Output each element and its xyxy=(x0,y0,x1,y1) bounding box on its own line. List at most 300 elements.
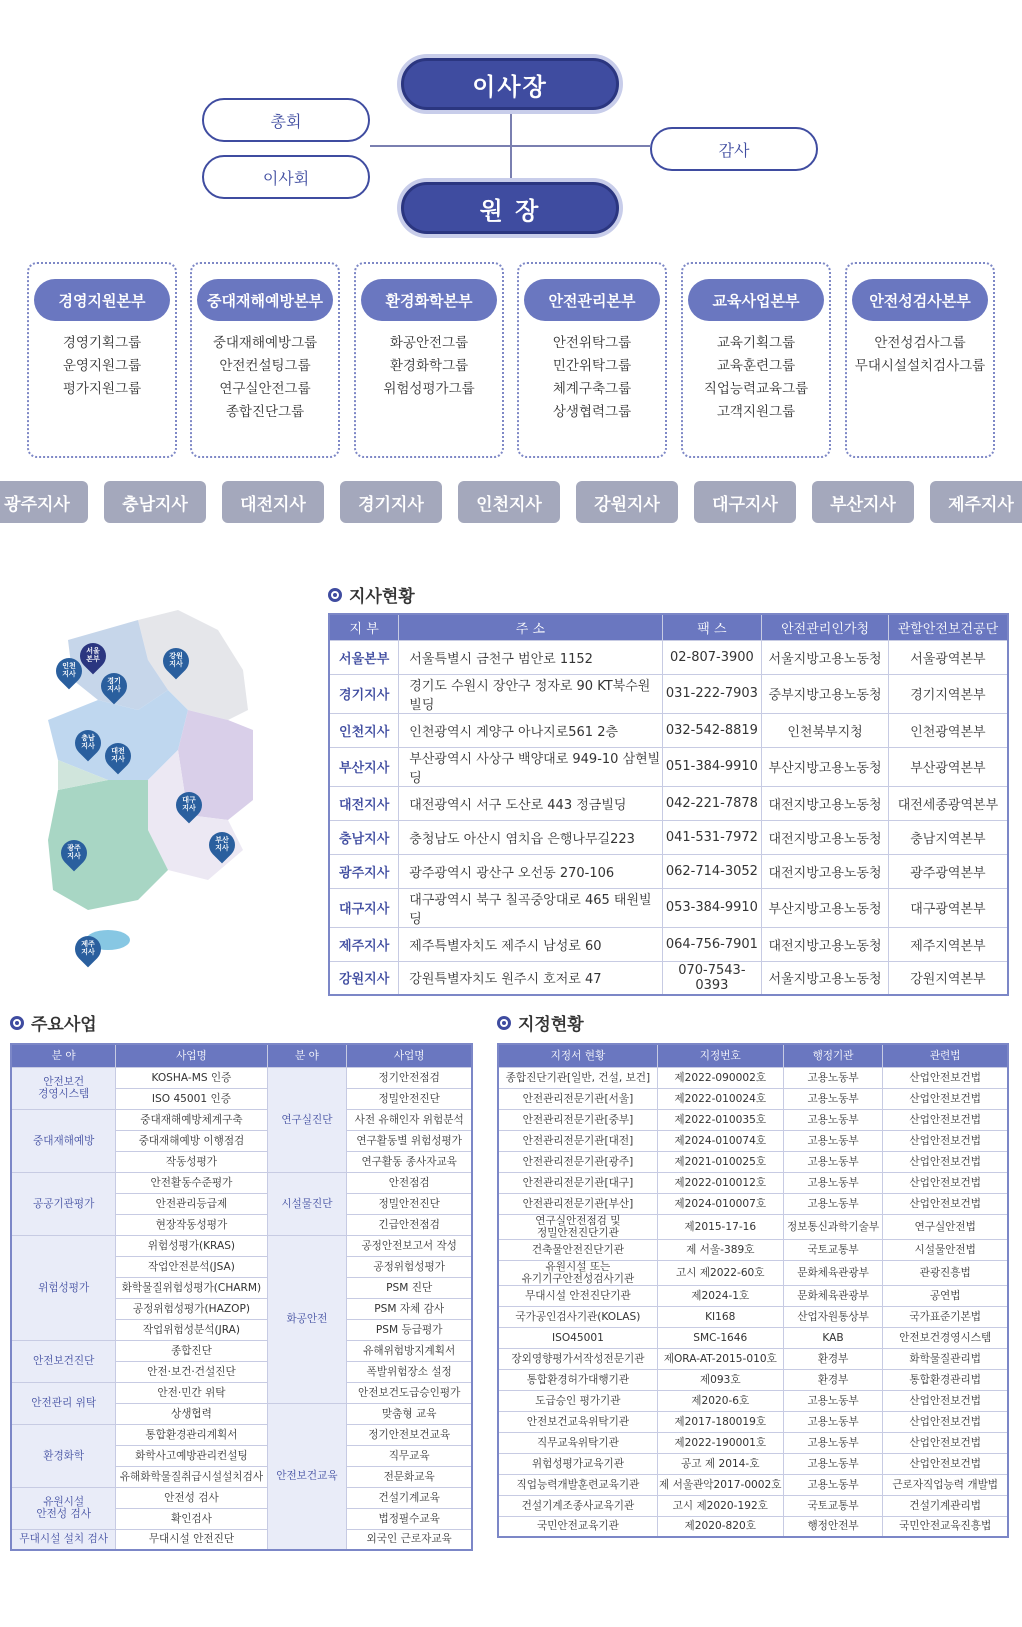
category-cell: 안전보건진단 xyxy=(11,1340,116,1382)
table-cell: 무대시설 안전진단 xyxy=(116,1529,267,1550)
column-header: 지정서 현황 xyxy=(498,1044,657,1067)
map-pin-icon xyxy=(61,840,87,870)
designation-title xyxy=(497,1010,584,1035)
table-cell: 경기지사 xyxy=(329,674,399,713)
table-cell: 안전관리전문기관[부산] xyxy=(498,1193,657,1214)
table-cell: 산업안전보건법 xyxy=(883,1411,1008,1432)
table-cell: 광주지사 xyxy=(329,854,399,888)
table-cell: 직업능력개발훈련교육기관 xyxy=(498,1474,657,1495)
main-business-title xyxy=(10,1010,97,1035)
pin-label: 강원 지사 xyxy=(169,652,183,668)
table-cell: 대전지방고용노동청 xyxy=(762,786,889,820)
table-row xyxy=(11,1109,472,1130)
table-cell: 경기도 수원시 장안구 정자로 90 KT북수원빌딩 xyxy=(399,674,662,713)
table-cell: 서울지방고용노동청 xyxy=(762,640,889,674)
table-cell: 안전관리전문기관[대전] xyxy=(498,1130,657,1151)
column-header: 관련법 xyxy=(883,1044,1008,1067)
table-cell: 부산광역시 사상구 백양대로 949-10 삼현빌딩 xyxy=(399,747,662,786)
table-cell: 고시 제2020-192호 xyxy=(657,1495,783,1516)
table-cell: 제주지사 xyxy=(329,927,399,961)
table-cell: 인천지사 xyxy=(329,713,399,747)
table-cell: 부산광역본부 xyxy=(888,747,1008,786)
table-cell: 공정위험성평가(HAZOP) xyxy=(116,1298,267,1319)
table-cell: 근로자직업능력 개발법 xyxy=(883,1474,1008,1495)
table-row xyxy=(498,1495,1008,1516)
division-groups xyxy=(683,332,829,424)
section-bullet-icon xyxy=(10,1016,24,1030)
table-cell: 관광진흥법 xyxy=(883,1260,1008,1285)
table-cell: 건설기계관리법 xyxy=(883,1495,1008,1516)
pin-label: 대전 지사 xyxy=(111,747,125,763)
map-pin-icon xyxy=(105,743,131,773)
table-cell: 고시 제2022-60호 xyxy=(657,1260,783,1285)
branch-chip: 인천지사 xyxy=(458,481,560,523)
table-cell: 정기안전보건교육 xyxy=(347,1424,472,1445)
table-cell: 작동성평가 xyxy=(116,1151,267,1172)
board-box: 이사회 xyxy=(202,155,370,199)
branch-status-title-text: 지사현황 xyxy=(349,587,415,607)
table-cell: 대구광역본부 xyxy=(888,888,1008,927)
table-cell: 사전 유해인자 위험분석 xyxy=(347,1109,472,1130)
division-group-item: 연구실안전그룹 xyxy=(219,381,311,397)
table-cell: 통합환경관리계획서 xyxy=(116,1424,267,1445)
table-cell: 강원지사 xyxy=(329,961,399,995)
table-cell: 산업안전보건법 xyxy=(883,1453,1008,1474)
table-cell: 통합환경허가대행기관 xyxy=(498,1369,657,1390)
table-cell: 031-222-7903 xyxy=(662,674,762,713)
table-cell: 064-756-7901 xyxy=(662,927,762,961)
table-row xyxy=(11,1487,472,1508)
table-cell: 042-221-7878 xyxy=(662,786,762,820)
division-box xyxy=(354,262,504,458)
pin-label: 경기 지사 xyxy=(107,677,121,693)
table-cell: 공정안전보고서 작성 xyxy=(347,1235,472,1256)
division-box xyxy=(190,262,340,458)
table-cell: 충남지사 xyxy=(329,820,399,854)
table-cell: 제주특별자치도 제주시 남성로 60 xyxy=(399,927,662,961)
table-cell: 국민안전교육진흥법 xyxy=(883,1516,1008,1537)
division-box xyxy=(845,262,995,458)
table-cell: 화학물질관리법 xyxy=(883,1348,1008,1369)
table-cell: 건설기계조종사교육기관 xyxy=(498,1495,657,1516)
table-cell: 053-384-9910 xyxy=(662,888,762,927)
table-cell: 경기지역본부 xyxy=(888,674,1008,713)
table-cell: 장외영향평가서작성전문기관 xyxy=(498,1348,657,1369)
table-row xyxy=(329,713,1008,747)
map-pin-icon xyxy=(80,643,106,673)
division-groups xyxy=(519,332,665,424)
main-business-table xyxy=(10,1043,473,1551)
category-cell: 공공기관평가 xyxy=(11,1172,116,1235)
section-bullet-icon xyxy=(328,588,342,602)
table-cell: 국토교통부 xyxy=(783,1239,883,1260)
table-cell: 위험성평가교육기관 xyxy=(498,1453,657,1474)
division-group-item: 운영지원그룹 xyxy=(62,358,142,374)
table-cell: 고용노동부 xyxy=(783,1172,883,1193)
table-header-row xyxy=(329,614,1008,640)
column-header: 행정기관 xyxy=(783,1044,883,1067)
table-cell: KI168 xyxy=(657,1306,783,1327)
table-cell: 폭발위험장소 설정 xyxy=(347,1361,472,1382)
table-cell: ISO45001 xyxy=(498,1327,657,1348)
table-cell: 공연법 xyxy=(883,1285,1008,1306)
table-cell: 대전지방고용노동청 xyxy=(762,927,889,961)
table-cell: KAB xyxy=(783,1327,883,1348)
table-cell: 작업위험성분석(JRA) xyxy=(116,1319,267,1340)
table-cell: 서울본부 xyxy=(329,640,399,674)
table-cell: 산업안전보건법 xyxy=(883,1151,1008,1172)
table-cell: 제2022-190001호 xyxy=(657,1432,783,1453)
division-groups xyxy=(192,332,338,424)
division-group-item: 직업능력교육그룹 xyxy=(703,381,809,397)
category-cell: 안전보건 경영시스템 xyxy=(11,1067,116,1109)
table-cell: 부산지방고용노동청 xyxy=(762,888,889,927)
table-cell: 안전관리전문기관[서울] xyxy=(498,1088,657,1109)
map-pin-icon xyxy=(75,730,101,760)
table-cell: PSM 등급평가 xyxy=(347,1319,472,1340)
designation-title-text: 지정현황 xyxy=(518,1015,584,1035)
division-box xyxy=(27,262,177,458)
table-cell: 건설기계교육 xyxy=(347,1487,472,1508)
branch-chip: 강원지사 xyxy=(576,481,678,523)
table-cell: 건축물안전진단기관 xyxy=(498,1239,657,1260)
table-row xyxy=(11,1067,472,1088)
table-row xyxy=(498,1306,1008,1327)
table-cell: 부산지사 xyxy=(329,747,399,786)
pin-label: 부산 지사 xyxy=(215,836,229,852)
table-cell: 070-7543-0393 xyxy=(662,961,762,995)
table-cell: 서울광역본부 xyxy=(888,640,1008,674)
auditor-box: 감사 xyxy=(650,127,818,171)
table-row xyxy=(498,1260,1008,1285)
table-cell: 산업자원통상부 xyxy=(783,1306,883,1327)
table-cell: 대구지사 xyxy=(329,888,399,927)
table-cell: 고용노동부 xyxy=(783,1390,883,1411)
table-cell: 062-714-3052 xyxy=(662,854,762,888)
designation-table xyxy=(497,1043,1009,1538)
table-cell: 대전지사 xyxy=(329,786,399,820)
table-row xyxy=(11,1382,472,1403)
table-row xyxy=(329,747,1008,786)
table-cell: 직무교육 xyxy=(347,1445,472,1466)
division-groups xyxy=(356,332,502,401)
category-cell: 무대시설 설치 검사 xyxy=(11,1529,116,1550)
table-cell: 인천광역시 계양구 아나지로561 2층 xyxy=(399,713,662,747)
table-cell: 종합진단기관[일반, 건설, 보건] xyxy=(498,1067,657,1088)
table-cell: 제093호 xyxy=(657,1369,783,1390)
category-cell: 안전관리 위탁 xyxy=(11,1382,116,1424)
table-row xyxy=(498,1088,1008,1109)
table-cell: 고용노동부 xyxy=(783,1474,883,1495)
branch-chip: 제주지사 xyxy=(930,481,1022,523)
category-cell: 안전보건교육 xyxy=(267,1403,347,1550)
table-cell: 제2020-820호 xyxy=(657,1516,783,1537)
column-header: 분 야 xyxy=(11,1044,116,1067)
division-group-item: 안전컨설팅그룹 xyxy=(219,358,311,374)
general-meeting-box: 총회 xyxy=(202,98,370,142)
table-cell: 051-384-9910 xyxy=(662,747,762,786)
table-cell: 유해화학물질취급시설설치검사 xyxy=(116,1466,267,1487)
category-cell: 위험성평가 xyxy=(11,1235,116,1340)
table-row xyxy=(329,888,1008,927)
branch-chip: 대전지사 xyxy=(222,481,324,523)
table-cell: 고용노동부 xyxy=(783,1130,883,1151)
table-row xyxy=(498,1067,1008,1088)
table-cell: 화학물질위험성평가(CHARM) xyxy=(116,1277,267,1298)
table-row xyxy=(498,1390,1008,1411)
table-cell: 제 서울관악2017-0002호 xyxy=(657,1474,783,1495)
table-cell: 대전세종광역본부 xyxy=(888,786,1008,820)
table-cell: 산업안전보건법 xyxy=(883,1172,1008,1193)
table-cell: 도급승인 평가기관 xyxy=(498,1390,657,1411)
branch-chip: 충남지사 xyxy=(104,481,206,523)
division-group-item: 환경화학그룹 xyxy=(389,358,469,374)
division-group-item: 평가지원그룹 xyxy=(62,381,142,397)
table-cell: 문화체육관광부 xyxy=(783,1260,883,1285)
table-cell: 고용노동부 xyxy=(783,1432,883,1453)
table-cell: 고용노동부 xyxy=(783,1067,883,1088)
category-cell: 유원시설 안전성 검사 xyxy=(11,1487,116,1529)
table-cell: 산업안전보건법 xyxy=(883,1088,1008,1109)
division-group-item: 종합진단그룹 xyxy=(225,404,305,420)
table-cell: 정기안전점검 xyxy=(347,1067,472,1088)
table-cell: 제주지역본부 xyxy=(888,927,1008,961)
table-cell: 연구활동 종사자교육 xyxy=(347,1151,472,1172)
division-group-item: 안전성검사그룹 xyxy=(874,335,966,351)
table-cell: 작업안전분석(JSA) xyxy=(116,1256,267,1277)
table-cell: 서울지방고용노동청 xyxy=(762,961,889,995)
table-cell: 안전보건도급승인평가 xyxy=(347,1382,472,1403)
pin-label: 제주 지사 xyxy=(81,940,95,956)
table-cell: 국민안전교육기관 xyxy=(498,1516,657,1537)
table-cell: 강원지역본부 xyxy=(888,961,1008,995)
table-row xyxy=(11,1235,472,1256)
table-cell: 041-531-7972 xyxy=(662,820,762,854)
table-row xyxy=(498,1130,1008,1151)
table-row xyxy=(329,786,1008,820)
table-cell: 충남지역본부 xyxy=(888,820,1008,854)
table-cell: 산업안전보건법 xyxy=(883,1109,1008,1130)
table-cell: 제2024-010007호 xyxy=(657,1193,783,1214)
table-row xyxy=(329,854,1008,888)
table-cell: PSM 진단 xyxy=(347,1277,472,1298)
table-cell: 안전·민간 위탁 xyxy=(116,1382,267,1403)
table-cell: 공고 제 2014-호 xyxy=(657,1453,783,1474)
pin-label: 인천 지사 xyxy=(62,662,76,678)
division-box xyxy=(517,262,667,458)
division-group-item: 교육훈련그룹 xyxy=(716,358,796,374)
table-row xyxy=(498,1239,1008,1260)
table-cell: 연구활동별 위험성평가 xyxy=(347,1130,472,1151)
pin-label: 광주 지사 xyxy=(67,844,81,860)
table-cell: 제2024-010074호 xyxy=(657,1130,783,1151)
table-cell: 정밀안전진단 xyxy=(347,1088,472,1109)
table-row xyxy=(498,1432,1008,1453)
division-groups xyxy=(29,332,175,401)
table-cell: 행정안전부 xyxy=(783,1516,883,1537)
table-cell: 대구광역시 북구 칠곡중앙대로 465 태원빌딩 xyxy=(399,888,662,927)
division-group-item: 상생협력그룹 xyxy=(552,404,632,420)
pin-label: 서울 본부 xyxy=(86,647,100,663)
branch-chip: 광주지사 xyxy=(0,481,88,523)
table-cell: 유해위험방지계획서 xyxy=(347,1340,472,1361)
table-row xyxy=(498,1474,1008,1495)
table-cell: 화학사고예방관리컨설팅 xyxy=(116,1445,267,1466)
table-row xyxy=(329,961,1008,995)
table-row xyxy=(498,1285,1008,1306)
division-box xyxy=(681,262,831,458)
table-cell: ISO 45001 인증 xyxy=(116,1088,267,1109)
table-cell: 안전보건교육위탁기관 xyxy=(498,1411,657,1432)
table-cell: 통합환경관리법 xyxy=(883,1369,1008,1390)
table-row xyxy=(498,1151,1008,1172)
column-header: 주 소 xyxy=(399,614,662,640)
table-row xyxy=(498,1214,1008,1239)
division-group-item: 안전위탁그룹 xyxy=(552,335,632,351)
table-row xyxy=(329,674,1008,713)
table-cell: 유원시설 또는 유기기구안전성검사기관 xyxy=(498,1260,657,1285)
pin-label: 충남 지사 xyxy=(81,734,95,750)
korea-map xyxy=(28,600,268,980)
director-box: 원 장 xyxy=(401,182,619,234)
pin-label: 대구 지사 xyxy=(182,796,196,812)
map-pin-icon xyxy=(176,792,202,822)
division-group-item: 민간위탁그룹 xyxy=(552,358,632,374)
table-cell: 현장작동성평가 xyxy=(116,1214,267,1235)
table-cell: 강원특별자치도 원주시 호저로 47 xyxy=(399,961,662,995)
table-cell: 중대재해예방체계구축 xyxy=(116,1109,267,1130)
table-cell: 중부지방고용노동청 xyxy=(762,674,889,713)
division-group-item: 고객지원그룹 xyxy=(716,404,796,420)
column-header: 사업명 xyxy=(347,1044,472,1067)
table-row xyxy=(498,1411,1008,1432)
table-cell: 정보통신과학기술부 xyxy=(783,1214,883,1239)
table-row xyxy=(11,1172,472,1193)
table-cell: 안전관리등급제 xyxy=(116,1193,267,1214)
table-cell: 제2022-090002호 xyxy=(657,1067,783,1088)
table-cell: 제2015-17-16 xyxy=(657,1214,783,1239)
division-group-item: 경영기획그룹 xyxy=(62,335,142,351)
category-cell: 화공안전 xyxy=(267,1235,347,1403)
table-cell: 광주광역본부 xyxy=(888,854,1008,888)
table-cell: 대전지방고용노동청 xyxy=(762,854,889,888)
table-cell: 안전관리전문기관[중부] xyxy=(498,1109,657,1130)
table-cell: 광주광역시 광산구 오선동 270-106 xyxy=(399,854,662,888)
table-cell: 제2020-6호 xyxy=(657,1390,783,1411)
division-title: 안전성검사본부 xyxy=(852,279,988,321)
table-cell: 대전지방고용노동청 xyxy=(762,820,889,854)
table-cell: 충청남도 아산시 염치읍 은행나무길223 xyxy=(399,820,662,854)
division-title: 교육사업본부 xyxy=(688,279,824,321)
table-cell: 긴급안전점검 xyxy=(347,1214,472,1235)
column-header: 안전관리인가청 xyxy=(762,614,889,640)
table-cell: 종합진단 xyxy=(116,1340,267,1361)
table-cell: 고용노동부 xyxy=(783,1453,883,1474)
table-cell: 중대재해예방 이행점검 xyxy=(116,1130,267,1151)
table-cell: 무대시설 안전진단기관 xyxy=(498,1285,657,1306)
table-cell: 제2022-010012호 xyxy=(657,1172,783,1193)
table-cell: PSM 자체 감사 xyxy=(347,1298,472,1319)
table-cell: 서울특별시 금천구 범안로 1152 xyxy=(399,640,662,674)
table-row xyxy=(329,640,1008,674)
table-row xyxy=(11,1529,472,1550)
division-title: 중대재해예방본부 xyxy=(197,279,333,321)
table-cell: 안전성 검사 xyxy=(116,1487,267,1508)
category-cell: 시설물진단 xyxy=(267,1172,347,1235)
table-cell: 고용노동부 xyxy=(783,1109,883,1130)
category-cell: 중대재해예방 xyxy=(11,1109,116,1172)
table-cell: 연구실안전점검 및 정밀안전진단기관 xyxy=(498,1214,657,1239)
chairman-box: 이사장 xyxy=(401,58,619,110)
table-cell: 산업안전보건법 xyxy=(883,1390,1008,1411)
division-title: 환경화학본부 xyxy=(361,279,497,321)
table-row xyxy=(329,927,1008,961)
table-cell: 제ORA-AT-2015-010호 xyxy=(657,1348,783,1369)
table-cell: 환경부 xyxy=(783,1369,883,1390)
column-header: 분 야 xyxy=(267,1044,347,1067)
table-row xyxy=(11,1340,472,1361)
table-cell: 인천광역본부 xyxy=(888,713,1008,747)
table-cell: 맞춤형 교육 xyxy=(347,1403,472,1424)
branch-chip: 대구지사 xyxy=(694,481,796,523)
map-pin-icon xyxy=(101,673,127,703)
division-group-item: 중대재해예방그룹 xyxy=(212,335,318,351)
table-cell: 국가표준기본법 xyxy=(883,1306,1008,1327)
column-header: 관할안전보건공단 xyxy=(888,614,1008,640)
table-cell: 환경부 xyxy=(783,1348,883,1369)
division-group-item: 체계구축그룹 xyxy=(552,381,632,397)
table-cell: 상생협력 xyxy=(116,1403,267,1424)
column-header: 팩 스 xyxy=(662,614,762,640)
map-pin-icon xyxy=(209,832,235,862)
table-cell: 02-807-3900 xyxy=(662,640,762,674)
table-cell: 제 서울-389호 xyxy=(657,1239,783,1260)
division-title: 경영지원본부 xyxy=(34,279,170,321)
division-group-item: 화공안전그룹 xyxy=(389,335,469,351)
division-group-item: 무대시설설치검사그룹 xyxy=(854,358,986,374)
table-cell: 산업안전보건법 xyxy=(883,1067,1008,1088)
table-cell: 부산지방고용노동청 xyxy=(762,747,889,786)
division-title: 안전관리본부 xyxy=(524,279,660,321)
table-cell: 문화체육관광부 xyxy=(783,1285,883,1306)
table-cell: 위험성평가(KRAS) xyxy=(116,1235,267,1256)
table-row xyxy=(498,1109,1008,1130)
table-row xyxy=(11,1424,472,1445)
division-group-item: 교육기획그룹 xyxy=(716,335,796,351)
table-cell: 산업안전보건법 xyxy=(883,1130,1008,1151)
table-cell: 안전활동수준평가 xyxy=(116,1172,267,1193)
table-cell: 산업안전보건법 xyxy=(883,1432,1008,1453)
column-header: 지 부 xyxy=(329,614,399,640)
table-row xyxy=(498,1172,1008,1193)
table-row xyxy=(498,1327,1008,1348)
table-cell: 032-542-8819 xyxy=(662,713,762,747)
table-cell: 제2021-010025호 xyxy=(657,1151,783,1172)
table-cell: 고용노동부 xyxy=(783,1411,883,1432)
table-cell: 안전관리전문기관[광주] xyxy=(498,1151,657,1172)
table-cell: 제2022-010035호 xyxy=(657,1109,783,1130)
table-cell: 국가공인검사기관(KOLAS) xyxy=(498,1306,657,1327)
table-row xyxy=(498,1369,1008,1390)
table-cell: 제2022-010024호 xyxy=(657,1088,783,1109)
table-row xyxy=(498,1348,1008,1369)
table-cell: 안전점검 xyxy=(347,1172,472,1193)
table-cell: 시설물안전법 xyxy=(883,1239,1008,1260)
table-cell: 연구실안전법 xyxy=(883,1214,1008,1239)
table-cell: 전문화교육 xyxy=(347,1466,472,1487)
category-cell: 환경화학 xyxy=(11,1424,116,1487)
category-cell: 연구실진단 xyxy=(267,1067,347,1172)
